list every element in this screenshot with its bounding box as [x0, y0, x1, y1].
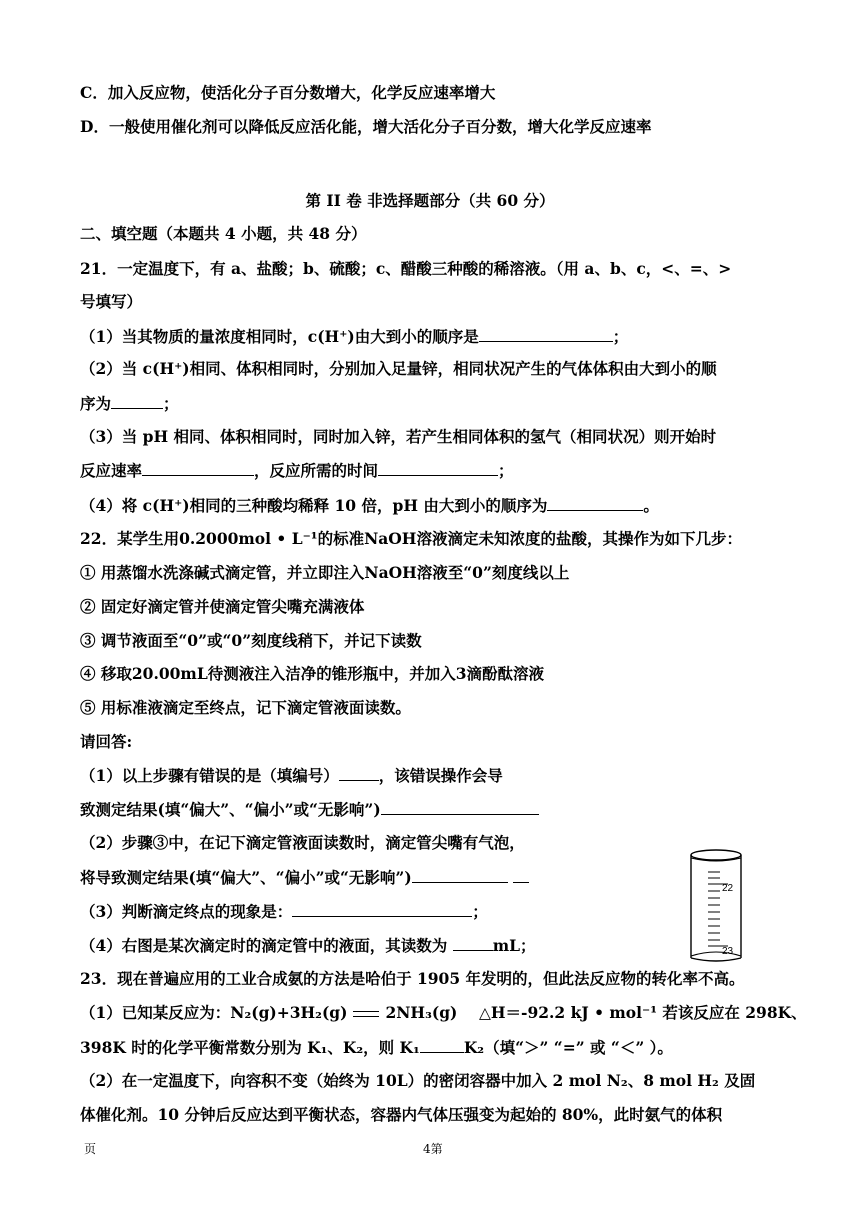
- footer-page-number: 4第: [423, 1142, 443, 1156]
- answer-blank[interactable]: [412, 865, 508, 883]
- burette-mark-lower: 23: [722, 946, 734, 957]
- q21-part3-end: ；: [498, 461, 514, 480]
- q23-enthalpy: △H＝-92.2 kJ • mol⁻¹ 若该反应在 298K、: [478, 1003, 807, 1022]
- q21-part1-text: （1）当其物质的量浓度相同时，c(H⁺)由大到小的顺序是: [80, 327, 479, 346]
- q21-part4-end: 。: [643, 496, 659, 515]
- q23-stem: 23．现在普遍应用的工业合成氨的方法是哈伯于 1905 年发明的，但此法反应物的转化率不高。: [80, 969, 745, 988]
- q21-part1: [80, 324, 800, 349]
- q22-step-5: ⑤ 用标准液滴定至终点，记下滴定管液面读数。: [80, 698, 411, 717]
- option-c: C．加入反应物，使活化分子百分数增大，化学反应速率增大: [80, 83, 496, 102]
- q22-part1-text-b: ，该错误操作会导: [378, 766, 503, 785]
- q22-step-2: ② 固定好滴定管并使滴定管尖嘴充满液体: [80, 597, 365, 616]
- q23-part2-cont: 体催化剂。10 分钟后反应达到平衡状态，容器内气体压强变为起始的 80%，此时氨气的体积: [80, 1105, 723, 1124]
- q21-part1-end: ；: [612, 327, 629, 346]
- q22-step-4: ④ 移取20.00mL待测液注入洁净的锥形瓶中，并加入3滴酚酞溶液: [80, 664, 545, 683]
- q21-part4-text: （4）将 c(H⁺)相同的三种酸均稀释 10 倍，pH 由大到小的顺序为: [80, 496, 548, 515]
- q22-part2-cont-text: 将导致测定结果(填“偏大”、“偏小”或“无影响”): [80, 868, 412, 887]
- q22-part3-text: （3）判断滴定终点的现象是：: [80, 902, 293, 921]
- burette-mark-upper: 22: [722, 883, 734, 894]
- q21-part4: [80, 493, 800, 518]
- section-title: 第 II 卷 非选择题部分（共 60 分）: [305, 191, 555, 210]
- answer-blank[interactable]: [142, 458, 254, 476]
- answer-blank[interactable]: [420, 1035, 464, 1053]
- answer-blank[interactable]: [547, 493, 643, 511]
- answer-blank[interactable]: [111, 391, 163, 409]
- q21-stem: 21．一定温度下，有 a、盐酸；b、硫酸；c、醋酸三种酸的稀溶液。（用 a、b、c，<、=、>: [80, 259, 732, 278]
- q22-stem: 22．某学生用0.2000mol • L⁻¹的标准NaOH溶液滴定未知浓度的盐酸，其操作为如下几步：: [80, 529, 742, 548]
- q22-part1: [80, 763, 800, 788]
- q21-part2-end: ；: [163, 394, 179, 413]
- q23-part1: [80, 1001, 807, 1025]
- answer-blank[interactable]: [378, 458, 498, 476]
- answer-blank[interactable]: [292, 899, 472, 917]
- q21-part3-text-b: ，反应所需的时间: [254, 461, 379, 480]
- equilibrium-arrow-icon: [353, 1009, 379, 1019]
- q22-step-1: ① 用蒸馏水洗涤碱式滴定管，并立即注入NaOH溶液至“0”刻度线以上: [80, 563, 570, 582]
- answer-blank[interactable]: [513, 865, 529, 883]
- q22-part1-text: （1）以上步骤有错误的是（填编号）: [80, 766, 339, 785]
- q23-part2: （2）在一定温度下，向容积不变（始终为 10L）的密闭容器中加入 2 mol N₂、8 mol H₂ 及固: [80, 1071, 756, 1090]
- q21-part2-text: 序为: [80, 394, 112, 413]
- q22-step-3: ③ 调节液面至“0”或“0”刻度线稍下，并记下读数: [80, 631, 422, 650]
- q22-part2: （2）步骤③中，在记下滴定管液面读数时，滴定管尖嘴有气泡，: [80, 833, 525, 852]
- q21-part2-cont: [80, 391, 800, 416]
- q22-part4-text: （4）右图是某次滴定时的滴定管中的液面，其读数为: [80, 936, 453, 955]
- part-heading: 二、填空题（本题共 4 小题，共 48 分）: [80, 224, 367, 243]
- q23-part1-cont-end: K₂（填“＞” “=” 或 “＜” ）。: [463, 1038, 673, 1057]
- burette-figure: [688, 848, 744, 964]
- q23-equation-left: （1）已知某反应为：N₂(g)+3H₂(g): [80, 1003, 348, 1022]
- answer-blank[interactable]: [479, 324, 613, 342]
- q23-part1-cont: [80, 1035, 800, 1060]
- q22-part4-end: mL；: [492, 936, 536, 955]
- answer-blank[interactable]: [381, 797, 539, 815]
- footer-left: 页: [84, 1142, 97, 1156]
- q21-part2: （2）当 c(H⁺)相同、体积相同时，分别加入足量锌，相同状况产生的气体体积由大到小的顺: [80, 359, 717, 378]
- q23-part1-cont-text: 398K 时的化学平衡常数分别为 K₁、K₂，则 K₁: [80, 1038, 420, 1057]
- option-d: D．一般使用催化剂可以降低反应活化能，增大活化分子百分数，增大化学反应速率: [80, 117, 652, 136]
- q21-part3: （3）当 pH 相同、体积相同时，同时加入锌，若产生相同体积的氢气（相同状况）则开始时: [80, 427, 717, 446]
- q22-part1-cont-text: 致测定结果(填“偏大”、“偏小”或“无影响”): [80, 800, 381, 819]
- q22-part3-end: ；: [472, 902, 488, 921]
- q21-stem-cont: 号填写）: [80, 292, 143, 311]
- q21-part3-cont: [80, 458, 800, 483]
- q23-equation-right: 2NH₃(g): [385, 1003, 458, 1022]
- q22-prompt: 请回答:: [80, 732, 133, 751]
- q21-part3-text-a: 反应速率: [80, 461, 143, 480]
- q22-part1-cont: [80, 797, 800, 822]
- answer-blank[interactable]: [339, 763, 379, 781]
- answer-blank[interactable]: [453, 933, 493, 951]
